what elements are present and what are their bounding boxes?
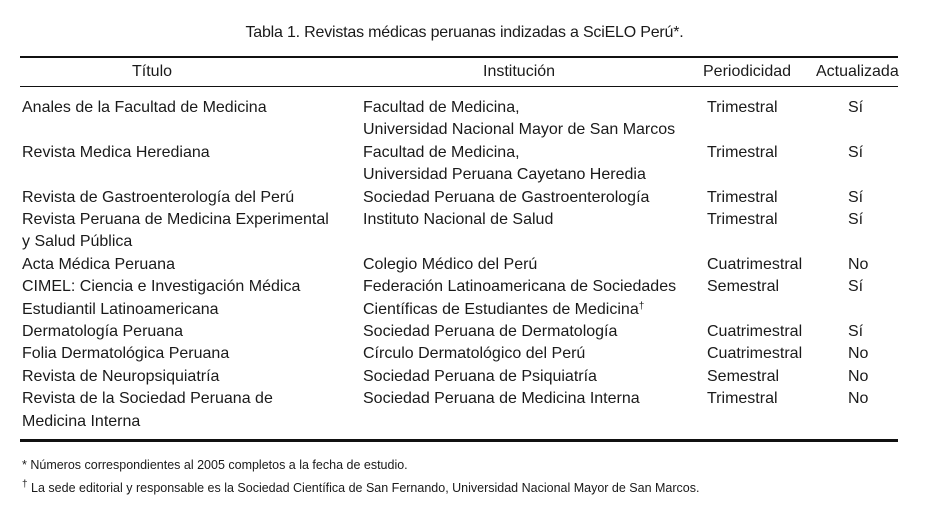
cell-titulo	[22, 142, 352, 164]
cell-line: Sociedad Peruana de Medicina Interna	[363, 390, 640, 408]
cell-line: Estudiantil Latinoamericana	[22, 300, 219, 318]
cell-line: Folia Dermatológica Peruana	[22, 345, 230, 363]
cell-line: Acta Médica Peruana	[22, 255, 175, 273]
table-row	[0, 276, 929, 321]
cell-actualizada: No	[848, 345, 869, 363]
cell-line: Revista Medica Herediana	[22, 143, 210, 161]
cell-institucion	[363, 343, 693, 365]
cell-actualizada: Sí	[848, 278, 864, 296]
cell-line: Dermatología Peruana	[22, 322, 183, 340]
table-row	[0, 209, 929, 254]
table-row	[0, 142, 929, 187]
cell-institucion	[363, 97, 693, 142]
column-header-institucion: Institución	[483, 63, 556, 80]
table-body	[0, 97, 929, 433]
table-bottom-rule	[20, 439, 898, 442]
cell-periodicidad: Cuatrimestral	[707, 255, 803, 273]
cell-line: Universidad Nacional Mayor de San Marcos	[363, 121, 676, 139]
cell-periodicidad: Semestral	[707, 278, 780, 296]
table-row	[0, 388, 929, 433]
cell-institucion	[363, 142, 693, 187]
cell-periodicidad: Cuatrimestral	[707, 322, 803, 340]
cell-line: CIMEL: Ciencia e Investigación Médica	[22, 278, 301, 296]
table-caption: Tabla 1. Revistas médicas peruanas indizadas a SciELO Perú*.	[245, 24, 684, 41]
cell-line: Revista Peruana de Medicina Experimental	[22, 210, 329, 228]
cell-actualizada: No	[848, 255, 869, 273]
column-header-titulo: Título	[132, 63, 173, 80]
cell-titulo	[22, 187, 352, 209]
cell-line: Medicina Interna	[22, 412, 141, 430]
cell-periodicidad: Trimestral	[707, 188, 778, 206]
cell-periodicidad: Semestral	[707, 367, 780, 385]
cell-line: Sociedad Peruana de Dermatología	[363, 322, 618, 340]
cell-actualizada: Sí	[848, 322, 864, 340]
cell-periodicidad: Cuatrimestral	[707, 345, 803, 363]
cell-actualizada: Sí	[848, 210, 864, 228]
cell-titulo	[22, 343, 352, 365]
cell-titulo	[22, 366, 352, 388]
cell-titulo	[22, 276, 352, 321]
cell-titulo	[22, 254, 352, 276]
cell-line: Sociedad Peruana de Gastroenterología	[363, 188, 650, 206]
cell-actualizada: Sí	[848, 143, 864, 161]
cell-periodicidad: Trimestral	[707, 99, 778, 116]
cell-institucion	[363, 366, 693, 388]
cell-line: Revista de Neuropsiquiatría	[22, 367, 220, 385]
table-row	[0, 97, 929, 142]
cell-institucion	[363, 321, 693, 343]
cell-actualizada: Sí	[848, 99, 864, 116]
column-header-periodicidad: Periodicidad	[703, 63, 792, 80]
table-header-rule	[20, 86, 898, 87]
cell-institucion	[363, 388, 693, 410]
table-row	[0, 187, 929, 209]
table-row	[0, 343, 929, 365]
footnote-dagger: † La sede editorial y responsable es la Sociedad Científica de San Fernando, Universidad Nacional Mayor de San Marcos.	[22, 479, 700, 495]
cell-line: y Salud Pública	[22, 233, 133, 251]
cell-line: Colegio Médico del Perú	[363, 255, 538, 273]
cell-titulo	[22, 209, 352, 254]
cell-line: Anales de la Facultad de Medicina	[22, 99, 267, 116]
table-row	[0, 254, 929, 276]
table-top-rule	[20, 56, 898, 58]
cell-line: Revista de Gastroenterología del Perú	[22, 188, 295, 206]
table-row	[0, 321, 929, 343]
cell-line: Federación Latinoamericana de Sociedades	[363, 278, 677, 296]
cell-institucion	[363, 254, 693, 276]
cell-periodicidad: Trimestral	[707, 390, 778, 408]
cell-line: Facultad de Medicina,	[363, 99, 520, 116]
cell-titulo	[22, 388, 352, 433]
cell-actualizada: No	[848, 367, 869, 385]
cell-institucion	[363, 276, 693, 321]
cell-institucion	[363, 209, 693, 231]
cell-actualizada: Sí	[848, 188, 864, 206]
cell-line: Círculo Dermatológico del Perú	[363, 345, 586, 363]
cell-line: Universidad Peruana Cayetano Heredia	[363, 166, 646, 184]
footnote-asterisk: * Números correspondientes al 2005 completos a la fecha de estudio.	[22, 458, 408, 472]
cell-line: Facultad de Medicina,	[363, 143, 520, 161]
column-header-actualizada: Actualizada	[816, 63, 899, 80]
cell-line: Sociedad Peruana de Psiquiatría	[363, 367, 597, 385]
table-row	[0, 366, 929, 388]
cell-periodicidad: Trimestral	[707, 210, 778, 228]
cell-titulo	[22, 97, 352, 119]
cell-line: Revista de la Sociedad Peruana de	[22, 390, 273, 408]
cell-institucion	[363, 187, 693, 209]
cell-line: Instituto Nacional de Salud	[363, 210, 554, 228]
cell-line: Científicas de Estudiantes de Medicina†	[363, 300, 645, 318]
cell-titulo	[22, 321, 352, 343]
cell-actualizada: No	[848, 390, 869, 408]
cell-periodicidad: Trimestral	[707, 143, 778, 161]
